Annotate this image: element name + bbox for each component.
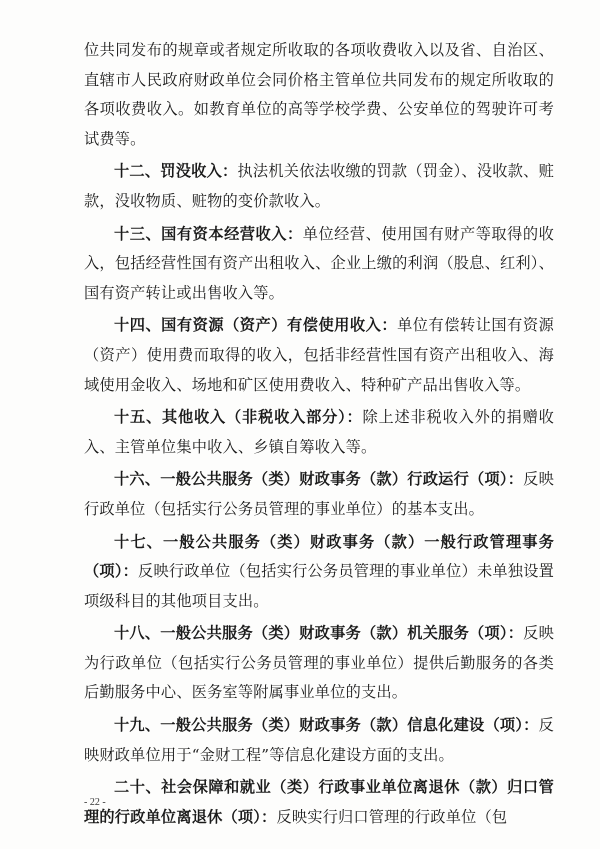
paragraph-heading: 十八、一般公共服务（类）财政事务（款）机关服务（项）： bbox=[114, 624, 524, 643]
paragraph-item-12 bbox=[84, 157, 554, 216]
paragraph-heading: 十九、一般公共服务（类）财政事务（款）信息化建设（项）： bbox=[114, 716, 539, 735]
paragraph-text: 反映行政单位（包括实行公务员管理的事业单位）未单独设置项级科目的其他项目支出。 bbox=[84, 562, 554, 610]
paragraph-text: 单位经营、使用国有财产等取得的收入，包括经营性国有资产出租收入、企业上缴的利润（股息、红利）、国有资产转让或出售收入等。 bbox=[84, 224, 554, 302]
document-body bbox=[84, 36, 554, 835]
paragraph-heading: 十四、国有资源（资产）有偿使用收入： bbox=[114, 316, 398, 335]
paragraph-text: 反映为行政单位（包括实行公务员管理的事业单位）提供后勤服务的各类后勤服务中心、医务室等附属事业单位的支出。 bbox=[84, 624, 554, 702]
paragraph-text: 除上述非税收入外的捐赠收入、主管单位集中收入、乡镇自筹收入等。 bbox=[84, 408, 554, 456]
paragraph-continuation bbox=[84, 36, 554, 154]
paragraph-text: 单位有偿转让国有资源（资产）使用费而取得的收入，包括非经营性国有资产出租收入、海域使用金收入、场地和矿区使用费收入、特种矿产品出售收入等。 bbox=[84, 316, 555, 394]
paragraph-heading: 二十、社会保障和就业（类）行政事业单位离退休（款）归口管理的行政单位离退休（项）： bbox=[84, 778, 554, 826]
paragraph-item-14 bbox=[84, 311, 554, 400]
paragraph-item-15 bbox=[84, 403, 554, 462]
paragraph-text: 位共同发布的规章或者规定所收取的各项收费收入以及省、自治区、直辖市人民政府财政单位会同价格主管单位共同发布的规定所收取的各项收费收入。如教育单位的高等学校学费、公安单位的驾驶许可考试费等。 bbox=[84, 41, 554, 148]
paragraph-text: 反映行政单位（包括实行公务员管理的事业单位）的基本支出。 bbox=[84, 470, 554, 518]
paragraph-item-19 bbox=[84, 711, 554, 770]
paragraph-item-18 bbox=[84, 619, 554, 708]
paragraph-heading: 十六、一般公共服务（类）财政事务（款）行政运行（项）： bbox=[114, 470, 524, 489]
paragraph-heading: 十二、罚没收入： bbox=[114, 162, 238, 181]
page-number: - 22 - bbox=[84, 797, 106, 808]
paragraph-text: 执法机关依法收缴的罚款（罚金）、没收款、赃款，没收物质、赃物的变价款收入。 bbox=[84, 162, 554, 210]
paragraph-heading: 十三、国有资本经营收入： bbox=[114, 224, 303, 243]
paragraph-text: 反映实行归口管理的行政单位（包 bbox=[276, 807, 508, 826]
paragraph-heading: 十七、一般公共服务（类）财政事务（款）一般行政管理事务（项）： bbox=[84, 532, 554, 581]
paragraph-item-17 bbox=[84, 528, 554, 617]
paragraph-item-20 bbox=[84, 773, 554, 832]
paragraph-item-16 bbox=[84, 465, 554, 524]
paragraph-text: 反映财政单位用于“金财工程”等信息化建设方面的支出。 bbox=[84, 716, 554, 764]
paragraph-item-13 bbox=[84, 220, 554, 309]
paragraph-heading: 十五、其他收入（非税收入部分）： bbox=[114, 408, 363, 427]
